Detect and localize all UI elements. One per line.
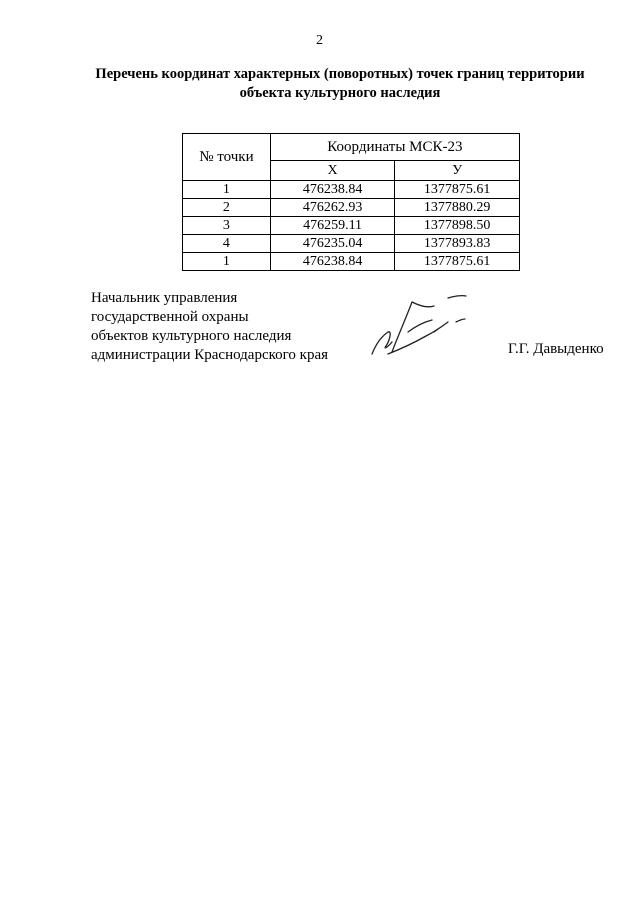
cell-x: 476238.84 bbox=[270, 253, 395, 271]
cell-point: 1 bbox=[183, 181, 271, 199]
cell-point: 4 bbox=[183, 235, 271, 253]
table-row bbox=[183, 253, 520, 271]
table-row bbox=[183, 235, 520, 253]
cell-y: 1377875.61 bbox=[395, 181, 520, 199]
cell-point: 1 bbox=[183, 253, 271, 271]
cell-x: 476238.84 bbox=[270, 181, 395, 199]
signatory-title bbox=[91, 289, 328, 365]
document-title bbox=[60, 65, 620, 103]
table-row bbox=[183, 199, 520, 217]
header-point-number: № точки bbox=[183, 134, 271, 181]
signatory-line-3: объектов культурного наследия bbox=[91, 328, 292, 344]
title-line-2: объекта культурного наследия bbox=[239, 85, 441, 101]
header-x: Х bbox=[270, 161, 395, 181]
cell-x: 476262.93 bbox=[270, 199, 395, 217]
cell-y: 1377875.61 bbox=[395, 253, 520, 271]
cell-point: 2 bbox=[183, 199, 271, 217]
page-number: 2 bbox=[316, 33, 323, 48]
handwritten-signature bbox=[368, 292, 468, 364]
cell-x: 476259.11 bbox=[270, 217, 395, 235]
coordinates-table bbox=[182, 133, 520, 271]
header-y: У bbox=[395, 161, 520, 181]
signatory-line-2: государственной охраны bbox=[91, 309, 249, 325]
signatory-line-1: Начальник управления bbox=[91, 290, 238, 306]
header-coordinates: Координаты МСК-23 bbox=[270, 134, 519, 161]
cell-y: 1377898.50 bbox=[395, 217, 520, 235]
title-line-1: Перечень координат характерных (поворотных) точек границ территории bbox=[95, 66, 585, 82]
cell-y: 1377893.83 bbox=[395, 235, 520, 253]
cell-x: 476235.04 bbox=[270, 235, 395, 253]
signer-name: Г.Г. Давыденко bbox=[508, 341, 604, 357]
cell-point: 3 bbox=[183, 217, 271, 235]
signatory-line-4: администрации Краснодарского края bbox=[91, 347, 329, 363]
cell-y: 1377880.29 bbox=[395, 199, 520, 217]
table-row bbox=[183, 181, 520, 199]
table-row bbox=[183, 217, 520, 235]
